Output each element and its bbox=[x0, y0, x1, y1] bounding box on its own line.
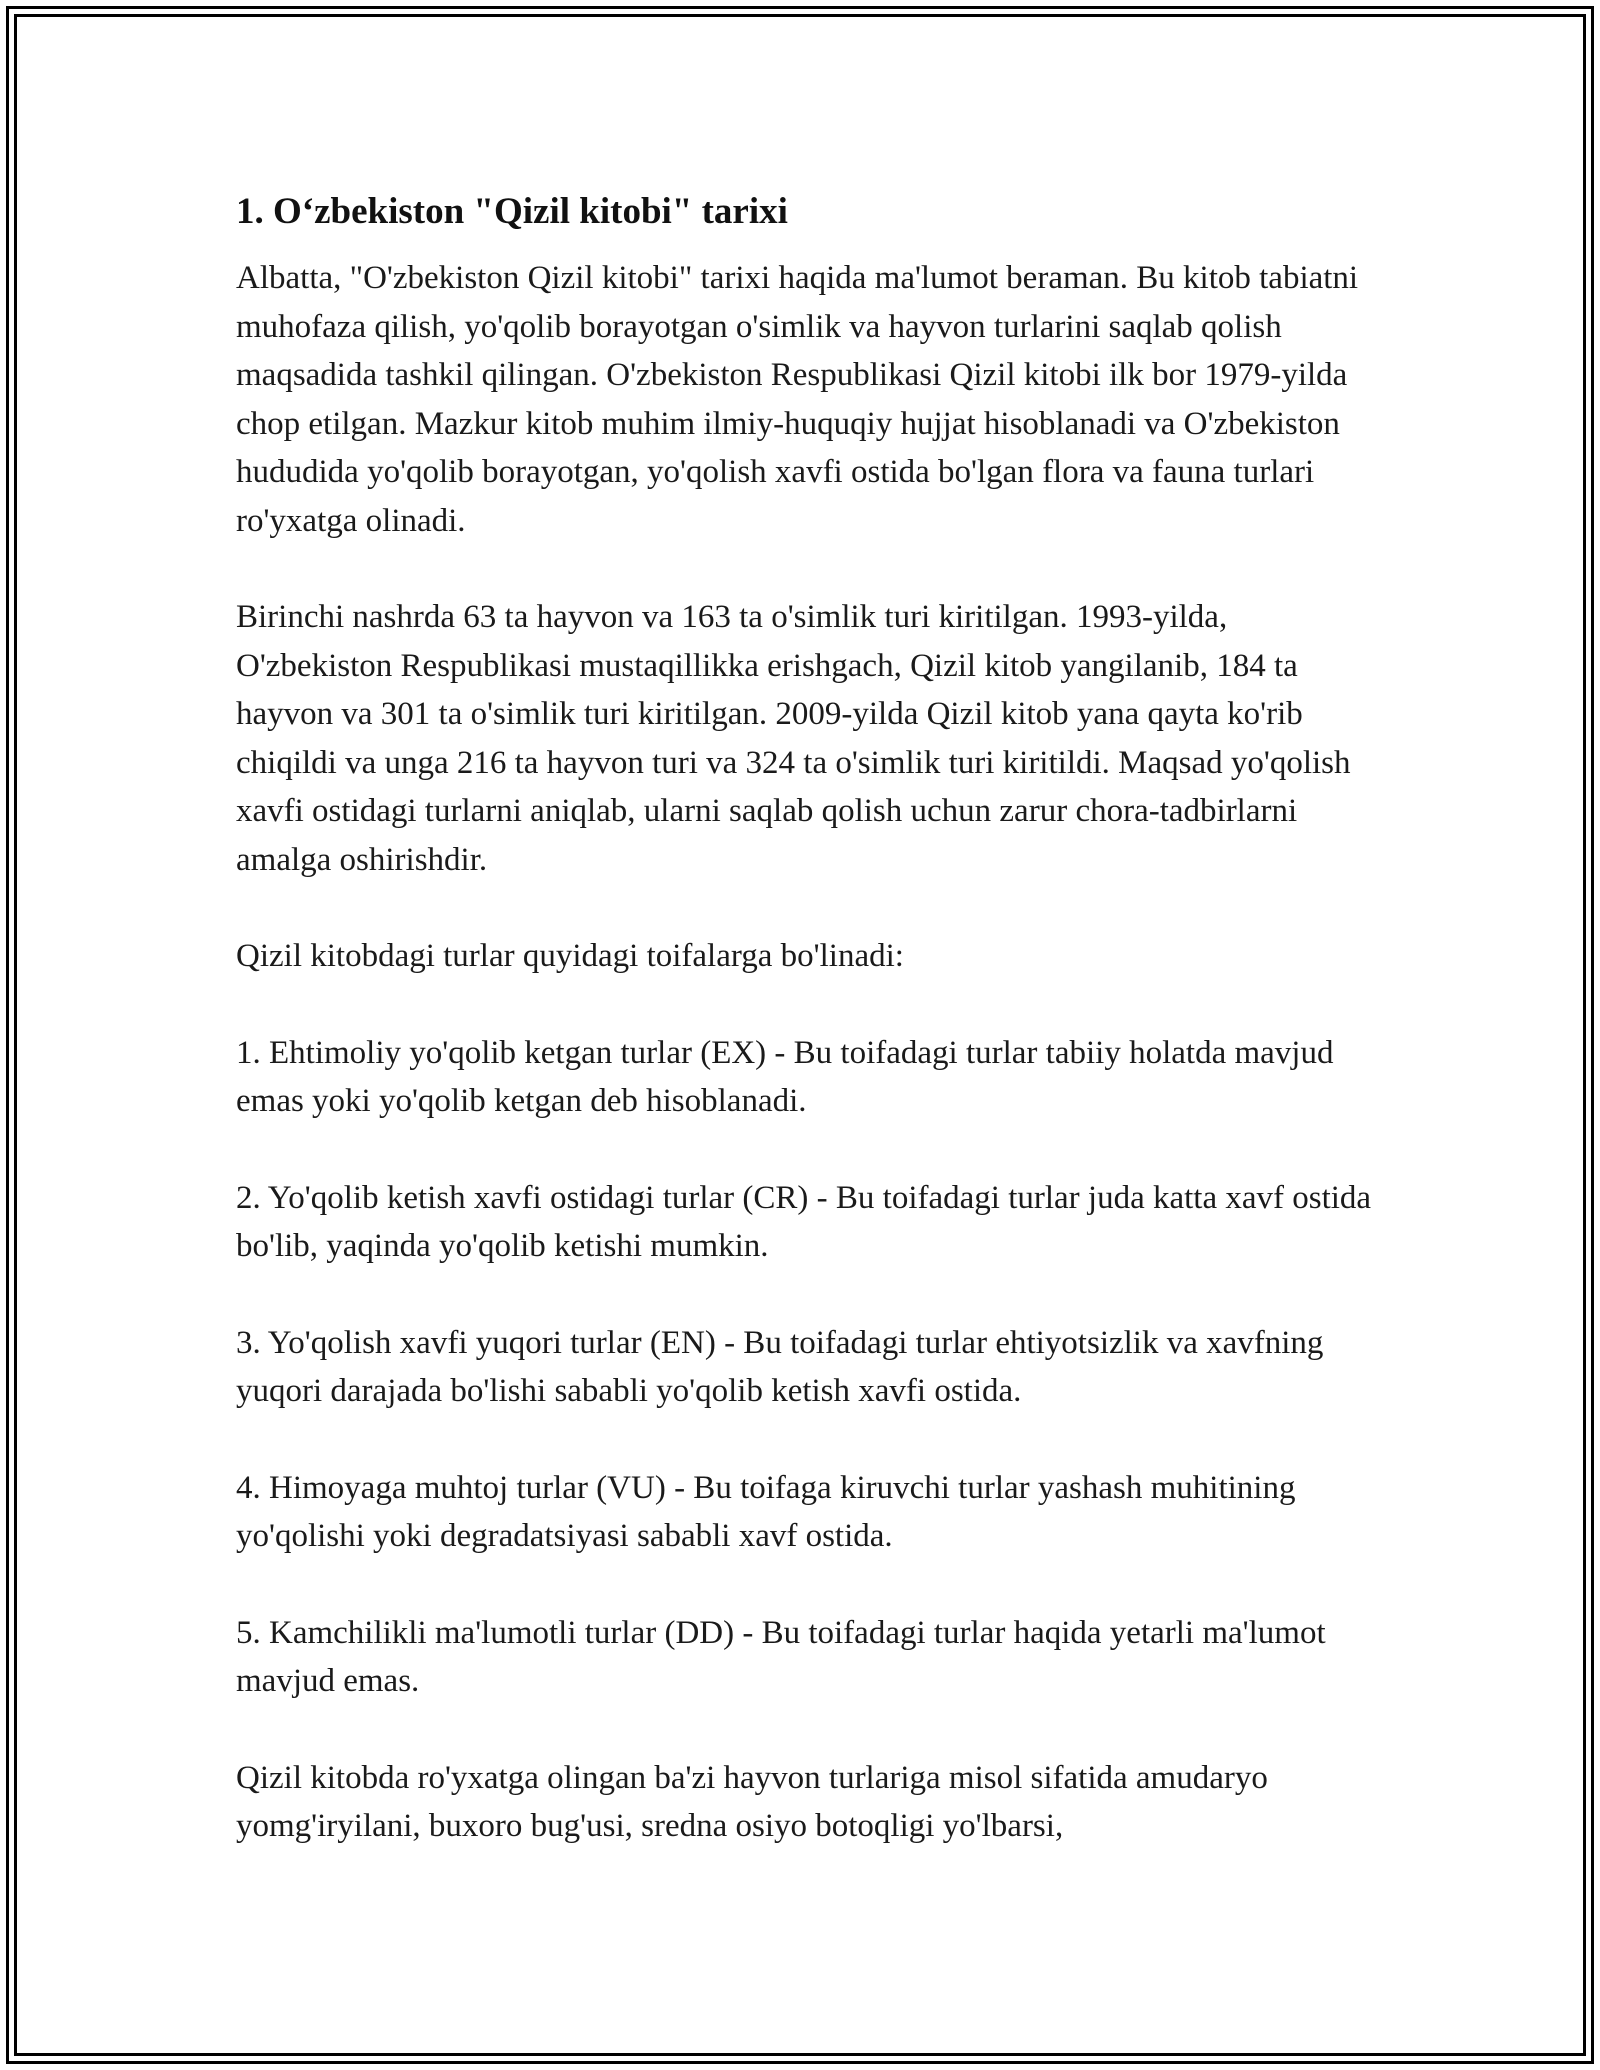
list-item-category-dd: 5. Kamchilikli ma'lumotli turlar (DD) - Bu toifadagi turlar haqida yetarli ma'lumot mavjud emas. bbox=[236, 1614, 1326, 1699]
paragraph-examples: Qizil kitobda ro'yxatga olingan ba'zi hayvon turlariga misol sifatida amudaryo yomg'iryilani, buxoro bug'usi, sredna osiyo botoqligi yo'lbarsi, bbox=[236, 1759, 1268, 1844]
paragraph-editions: Birinchi nashrda 63 ta hayvon va 163 ta o'simlik turi kiritilgan. 1993-yilda, O'zbekiston Respublikasi mustaqillikka erishgach, Qizil kitob yangilanib, 184 ta hayvon va 301 ta o'simlik turi kiritilgan. 2009-yilda Qizil kitob yana qayta ko'rib chiqildi va unga 216 ta hayvon turi va 324 ta o'simlik turi kiritildi. Maqsad yo'qolish xavfi ostidagi turlarni aniqlab, ularni saqlab qolish uchun zarur chora-tadbirlarni amalga oshirishdir. bbox=[236, 599, 1351, 878]
list-item-category-en: 3. Yo'qolish xavfi yuqori turlar (EN) - Bu toifadagi turlar ehtiyotsizlik va xavfning yuqori darajada bo'lishi sababli yo'qolib ketish xavfi ostida. bbox=[236, 1324, 1324, 1409]
document-title: 1. O‘zbekiston "Qizil kitobi" tarixi bbox=[236, 191, 788, 232]
list-item-category-vu: 4. Himoyaga muhtoj turlar (VU) - Bu toifaga kiruvchi turlar yashash muhitining yo'qolishi yoki degradatsiyasi sababli xavf ostida. bbox=[236, 1469, 1296, 1554]
document-body bbox=[236, 186, 1376, 1899]
list-item-category-cr: 2. Yo'qolib ketish xavfi ostidagi turlar (CR) - Bu toifadagi turlar juda katta xavf ostida bo'lib, yaqinda yo'qolib ketishi mumkin. bbox=[236, 1179, 1372, 1264]
paragraph-intro: Albatta, "O'zbekiston Qizil kitobi" tarixi haqida ma'lumot beraman. Bu kitob tabiatni muhofaza qilish, yo'qolib borayotgan o'simlik va hayvon turlarini saqlab qolish maqsadida tashkil qilingan. O'zbekiston Respublikasi Qizil kitobi ilk bor 1979-yilda chop etilgan. Mazkur kitob muhim ilmiy-huquqiy hujjat hisoblanadi va O'zbekiston hududida yo'qolib borayotgan, yo'qolish xavfi ostida bo'lgan flora va fauna turlari ro'yxatga olinadi. bbox=[236, 260, 1359, 539]
list-item-category-ex: 1. Ehtimoliy yo'qolib ketgan turlar (EX) - Bu toifadagi turlar tabiiy holatda mavjud emas yoki yo'qolib ketgan deb hisoblanadi. bbox=[236, 1034, 1334, 1119]
paragraph-categories-intro: Qizil kitobdagi turlar quyidagi toifalarga bo'linadi: bbox=[236, 938, 904, 974]
